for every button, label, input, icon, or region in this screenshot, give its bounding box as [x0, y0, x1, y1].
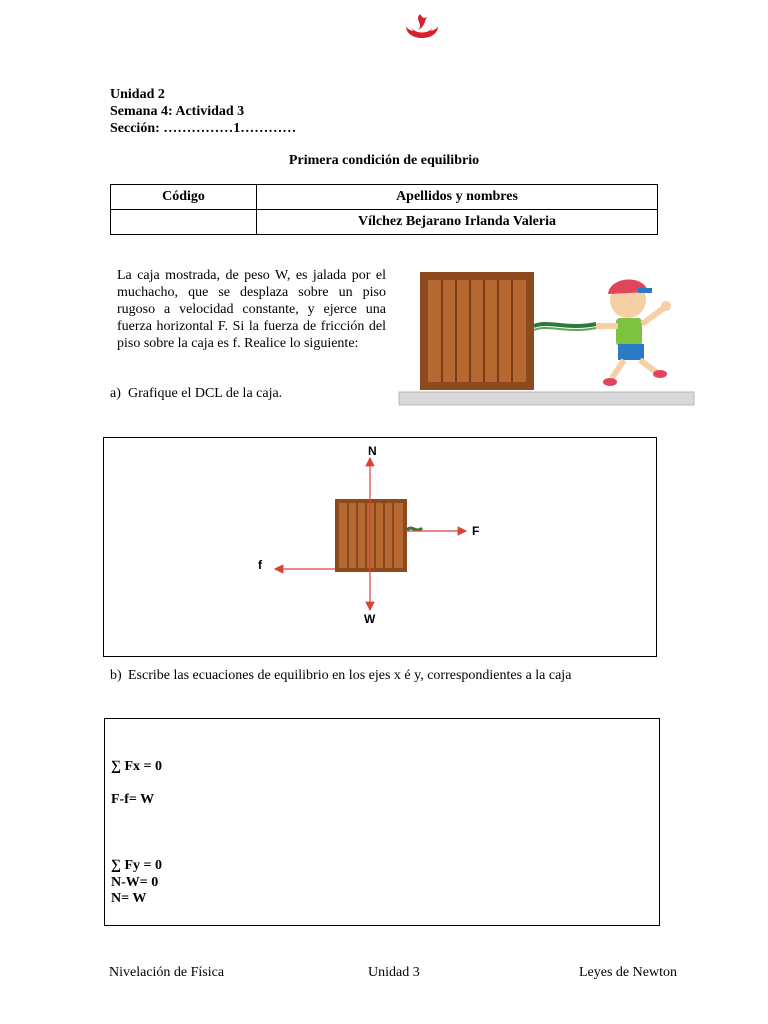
footer-topic: Leyes de Newton	[579, 965, 677, 980]
question-a-label: a)	[110, 386, 121, 401]
normal-force-label: N	[368, 444, 377, 458]
friction-force-label: f	[258, 558, 262, 572]
section-label: Sección: ……………1…………	[110, 121, 297, 136]
student-info-table	[110, 184, 658, 235]
sum-fx-equation: ∑ Fx = 0	[111, 759, 163, 774]
problem-statement: La caja mostrada, de peso W, es jalada por el muchacho, que se desplaza sobre un piso rugoso a velocidad constante, y ejerce una fuerza horizontal F. Si la fuerza de fricción del piso sobre la caja es f. Realice lo siguiente:	[117, 268, 386, 351]
sum-fy-equation: ∑ Fy = 0	[111, 858, 163, 873]
cell-code	[111, 210, 257, 235]
footer-unit: Unidad 3	[368, 965, 420, 980]
university-logo-icon	[402, 12, 442, 48]
header-code: Código	[111, 185, 257, 210]
y-relation-equation: N-W= 0	[111, 875, 159, 890]
table-row	[111, 210, 658, 235]
y-result-equation: N= W	[111, 891, 147, 906]
header-names: Apellidos y nombres	[257, 185, 658, 210]
weight-force-label: W	[364, 612, 376, 626]
dcl-crate	[335, 499, 422, 572]
table-header-row	[111, 185, 658, 210]
document-title: Primera condición de equilibrio	[288, 153, 480, 168]
question-b-label: b)	[110, 668, 122, 683]
question-b	[110, 668, 571, 684]
free-body-diagram	[104, 438, 658, 658]
document-header	[110, 86, 296, 137]
equations-box	[104, 718, 660, 926]
unit-label: Unidad 2	[110, 87, 165, 102]
question-a-text: Grafique el DCL de la caja.	[128, 386, 283, 401]
free-body-diagram-box	[103, 437, 657, 657]
x-relation-equation: F-f= W	[111, 792, 155, 807]
question-b-text: Escribe las ecuaciones de equilibrio en los ejes x é y, correspondientes a la caja	[128, 668, 572, 683]
boy-pulling-crate-illustration	[398, 268, 695, 408]
applied-force-label: F	[472, 524, 480, 538]
question-a	[110, 386, 282, 402]
cell-names: Vílchez Bejarano Irlanda Valeria	[257, 210, 658, 235]
week-activity-label: Semana 4: Actividad 3	[110, 104, 245, 119]
footer-course: Nivelación de Física	[109, 965, 225, 980]
